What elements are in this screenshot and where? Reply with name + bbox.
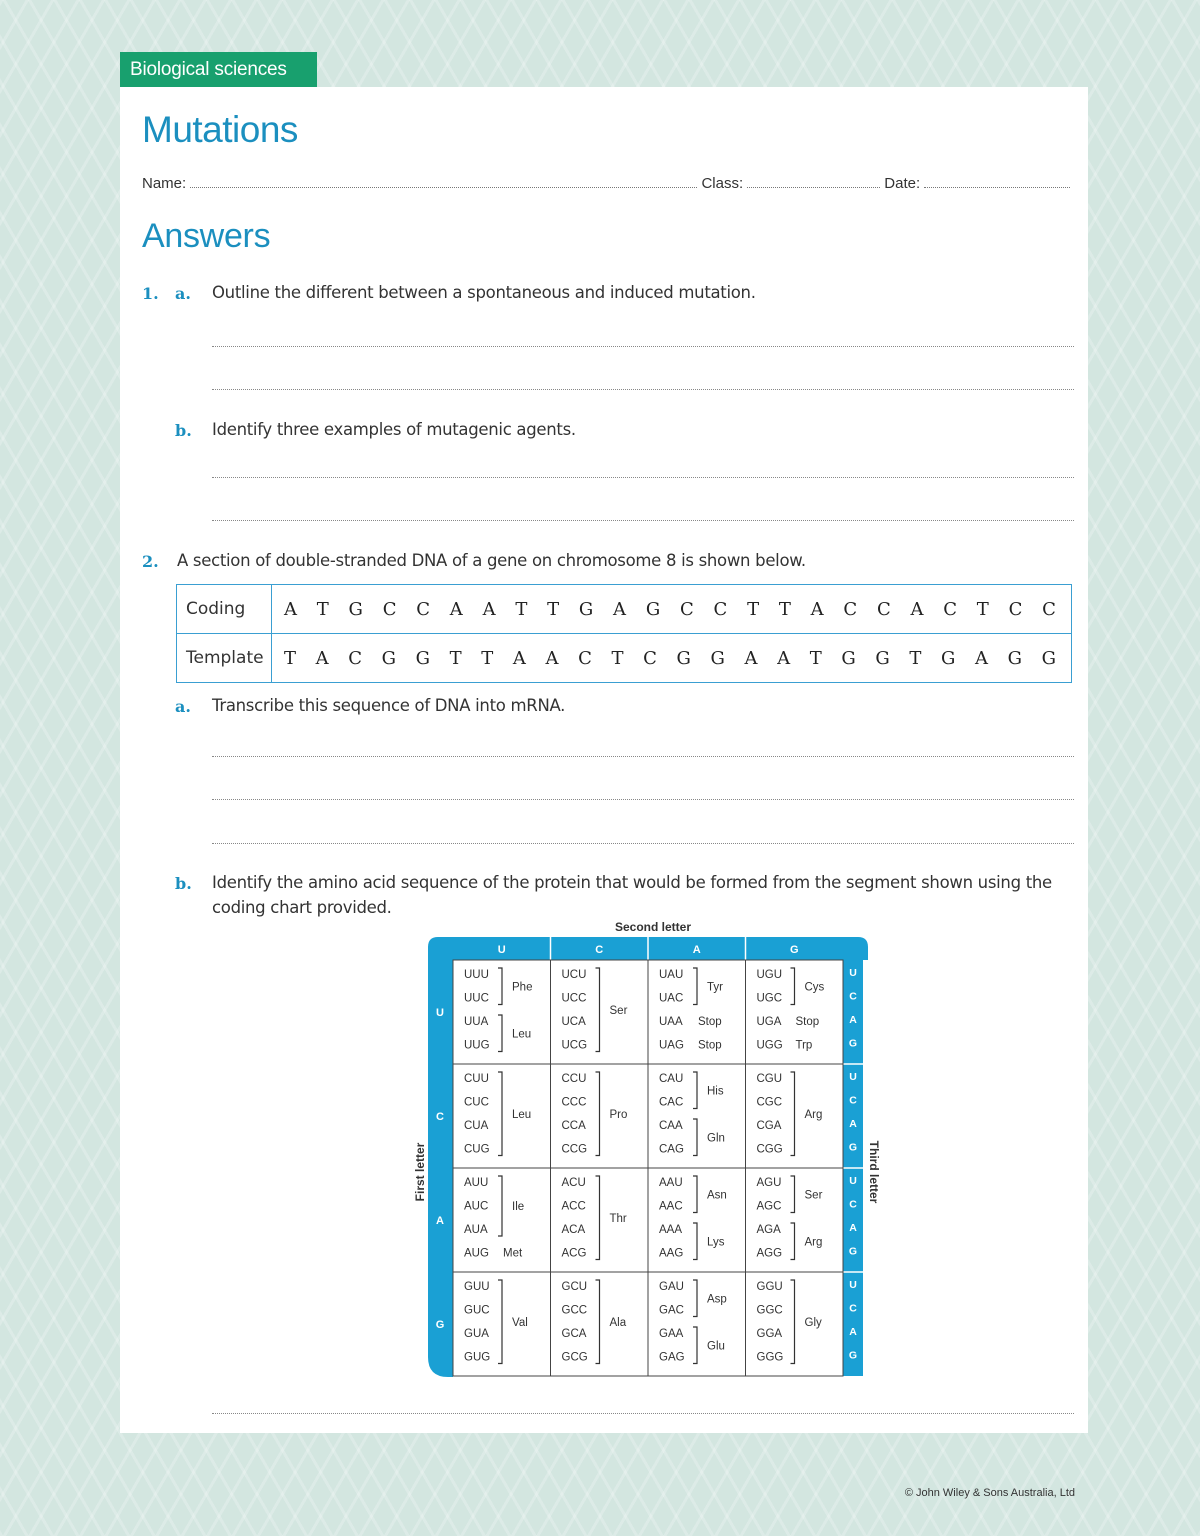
codon: ACU (561, 1177, 586, 1189)
page-title: Mutations (142, 109, 298, 150)
codon: UUC (464, 992, 489, 1005)
third-letter-c: C (849, 1302, 857, 1315)
codon: ACA (561, 1224, 586, 1236)
coding-base: T (547, 598, 560, 620)
codon-bracket (693, 1223, 697, 1260)
template-base: A (512, 647, 526, 669)
template-base: T (809, 647, 822, 669)
codon: UUG (464, 1039, 490, 1052)
codon: ACG (561, 1247, 587, 1260)
answer-line[interactable] (212, 477, 1074, 478)
codon-bracket (693, 968, 697, 1005)
coding-base: T (976, 598, 989, 620)
codon: GAG (659, 1351, 685, 1364)
codon-chart (408, 917, 881, 1379)
codon: CGU (756, 1073, 783, 1085)
codon: AGC (756, 1200, 782, 1213)
codon: GAC (659, 1304, 684, 1317)
codon-bracket (693, 1280, 697, 1317)
coding-base: G (645, 598, 661, 620)
codon: GCG (561, 1351, 588, 1364)
codon: UGC (756, 992, 783, 1005)
codon: CCC (561, 1096, 587, 1109)
question-1b-label: b. (175, 421, 192, 440)
amino-acid-label: Phe (512, 981, 533, 994)
coding-base: A (910, 598, 924, 620)
template-strand-bases (284, 648, 1056, 669)
second-letter-c: C (595, 944, 604, 956)
codon-bracket (498, 1072, 502, 1156)
first-letter-c: C (436, 1111, 444, 1123)
codon: AGG (756, 1247, 783, 1260)
codon-bracket (596, 1176, 600, 1260)
template-base: T (449, 647, 462, 669)
amino-acid-label: Lys (707, 1236, 725, 1249)
third-letter-a: A (849, 1014, 857, 1026)
amino-acid-label: Ile (512, 1201, 525, 1213)
subject-tab: Biological sciences (120, 52, 317, 87)
codon: UCU (561, 969, 587, 981)
coding-base: A (613, 598, 627, 620)
codon: GGG (756, 1351, 784, 1364)
first-letter-bar (428, 960, 453, 1377)
codon: UCA (561, 1016, 586, 1028)
codon: UGU (756, 969, 783, 981)
template-base: C (348, 647, 363, 669)
date-label: Date: (884, 175, 921, 192)
amino-acid-label: His (707, 1085, 724, 1098)
codon: AUC (464, 1200, 489, 1213)
codon: CAG (659, 1143, 684, 1156)
amino-acid-label: Ser (609, 1004, 628, 1017)
class-label: Class: (701, 175, 744, 192)
codon-bracket (791, 1280, 795, 1364)
third-letter-u: U (849, 1279, 857, 1291)
question-2-number: 2. (142, 552, 159, 571)
third-letter-u: U (849, 1175, 857, 1187)
coding-base: C (679, 598, 694, 620)
codon: GGA (756, 1328, 783, 1340)
template-base: G (710, 647, 725, 669)
coding-base: G (578, 598, 594, 620)
template-base: G (875, 647, 890, 669)
codon: UAG (659, 1039, 684, 1052)
amino-acid-label: Ala (609, 1316, 627, 1329)
coding-strand-row (177, 585, 1072, 634)
codon: CCU (561, 1073, 587, 1085)
coding-base: C (1008, 598, 1023, 620)
class-field[interactable] (747, 173, 880, 188)
codon: UCC (561, 992, 587, 1005)
codon: CGA (756, 1120, 782, 1132)
amino-acid-label: Gln (707, 1132, 725, 1145)
amino-acid-label: Trp (795, 1039, 813, 1052)
answers-heading: Answers (142, 217, 271, 255)
answer-line[interactable] (212, 1413, 1074, 1414)
codon: GUC (464, 1304, 490, 1317)
codon: GCU (561, 1281, 588, 1293)
third-letter-title: Third letter (867, 1140, 881, 1204)
coding-base: C (713, 598, 728, 620)
codon-bracket (791, 1223, 795, 1260)
answer-line[interactable] (212, 843, 1074, 844)
amino-acid-label: Ser (804, 1189, 823, 1202)
student-details-row (142, 173, 1074, 192)
answer-line[interactable] (212, 520, 1074, 521)
coding-base: C (1042, 598, 1056, 620)
template-base: T (284, 647, 297, 669)
amino-acid-label: Arg (804, 1108, 823, 1121)
amino-acid-label: Arg (804, 1236, 823, 1249)
codon: AAA (659, 1224, 683, 1236)
answer-line[interactable] (212, 389, 1074, 390)
question-2b-text-line-1: Identify the amino acid sequence of the protein that would be formed from the segment shown using the (212, 873, 1052, 892)
amino-acid-label: Asn (707, 1189, 727, 1202)
template-base: A (744, 647, 758, 669)
amino-acid-label: Leu (512, 1108, 532, 1121)
question-1-number: 1. (142, 284, 159, 303)
third-letter-u: U (849, 1071, 857, 1083)
template-base: G (940, 647, 956, 669)
question-1b-text: Identify three examples of mutagenic agents. (212, 420, 576, 439)
codon: GGC (756, 1304, 783, 1317)
amino-acid-label: Tyr (707, 981, 723, 994)
codon: CCA (561, 1120, 586, 1132)
coding-strand-label: Coding (177, 585, 272, 634)
codon: AAU (659, 1177, 683, 1189)
question-1a-text: Outline the different between a spontaneous and induced mutation. (212, 283, 756, 302)
template-base: G (381, 647, 397, 669)
question-2-text: A section of double-stranded DNA of a gene on chromosome 8 is shown below. (177, 551, 806, 570)
template-strand-label: Template (177, 634, 272, 683)
copyright-notice: © John Wiley & Sons Australia, Ltd (904, 1487, 1075, 1499)
codon-bracket (498, 968, 502, 1005)
question-2a-text: Transcribe this sequence of DNA into mRNA. (212, 696, 566, 715)
template-base: A (315, 647, 329, 669)
codon: CGG (756, 1143, 783, 1156)
codon-bracket (693, 1327, 697, 1364)
third-letter-g: G (848, 1245, 858, 1258)
codon-bracket (498, 1280, 502, 1364)
codon: CUC (464, 1096, 489, 1109)
codon: CGC (756, 1096, 783, 1109)
third-letter-c: C (849, 1198, 857, 1211)
codon-bracket (596, 1072, 600, 1156)
codon: AUG (464, 1247, 489, 1260)
codon: AUU (464, 1177, 489, 1189)
coding-base: C (943, 598, 958, 620)
coding-base: T (515, 598, 528, 620)
coding-strand-bases (284, 599, 1056, 620)
codon: UCG (561, 1039, 588, 1052)
codon-bracket (693, 1176, 697, 1213)
amino-acid-label: Asp (707, 1293, 727, 1306)
template-base: C (578, 647, 592, 669)
codon: GUG (464, 1351, 491, 1364)
amino-acid-label: Stop (795, 1016, 820, 1028)
coding-base: G (348, 598, 363, 620)
template-base: T (481, 647, 494, 669)
codon-bracket (791, 1176, 795, 1213)
amino-acid-label: Met (503, 1247, 523, 1260)
codon: CAU (659, 1073, 684, 1085)
codon: CCG (561, 1143, 588, 1156)
codon: AAG (659, 1247, 684, 1260)
coding-base: A (482, 598, 496, 620)
amino-acid-label: Leu (512, 1028, 532, 1041)
codon-bracket (693, 1072, 697, 1109)
codon: GUU (464, 1281, 490, 1293)
third-letter-u: U (849, 967, 857, 979)
coding-base: C (876, 598, 891, 620)
codon-bracket (693, 1119, 697, 1156)
coding-base: C (843, 598, 858, 620)
codon: UGG (756, 1039, 783, 1052)
amino-acid-label: Glu (707, 1340, 725, 1353)
coding-base: T (747, 598, 760, 620)
template-base: G (1041, 647, 1056, 669)
amino-acid-label: Thr (609, 1212, 627, 1225)
codon: CUU (464, 1073, 489, 1085)
amino-acid-label: Val (512, 1316, 528, 1329)
codon: CUA (464, 1120, 489, 1132)
amino-acid-label: Cys (804, 981, 825, 994)
codon: GUA (464, 1328, 489, 1340)
second-letter-title: Second letter (614, 920, 692, 934)
question-2b-label: b. (175, 874, 192, 893)
template-strand-row (177, 634, 1072, 683)
second-letter-a: A (692, 944, 701, 956)
amino-acid-label: Stop (698, 1039, 722, 1052)
template-base: G (841, 647, 856, 669)
codon: GCA (561, 1328, 587, 1340)
codon: GAU (659, 1281, 684, 1293)
third-letter-a: A (849, 1118, 857, 1130)
name-label: Name: (142, 175, 187, 192)
coding-base: T (316, 598, 329, 620)
third-letter-g: G (848, 1037, 858, 1050)
coding-base: T (778, 598, 791, 620)
answer-line[interactable] (212, 756, 1074, 757)
third-letter-c: C (849, 1094, 857, 1107)
codon-bracket (791, 1072, 795, 1156)
template-base: A (777, 647, 791, 669)
first-letter-a: A (436, 1215, 444, 1227)
name-field[interactable] (190, 173, 697, 188)
first-letter-title: First letter (413, 1142, 427, 1202)
first-letter-g: G (435, 1319, 445, 1331)
template-base: G (415, 647, 431, 669)
coding-base: A (284, 598, 297, 620)
coding-base: A (449, 598, 463, 620)
codon: UUA (464, 1016, 489, 1028)
codon-bracket (596, 968, 600, 1052)
first-letter-u: U (436, 1007, 444, 1019)
template-base: A (974, 647, 988, 669)
third-letter-g: G (848, 1349, 858, 1362)
amino-acid-label: Gly (804, 1316, 822, 1329)
codon: UGA (756, 1016, 782, 1028)
second-letter-u: U (497, 944, 506, 956)
template-base: G (1007, 647, 1022, 669)
codon: ACC (561, 1200, 586, 1213)
template-base: T (909, 647, 922, 669)
second-letter-g: G (789, 944, 799, 956)
question-2a-label: a. (175, 697, 191, 716)
third-letter-g: G (848, 1141, 858, 1154)
dna-sequence-table (176, 584, 1072, 683)
amino-acid-label: Pro (609, 1108, 628, 1121)
template-base: G (676, 647, 691, 669)
third-letter-a: A (849, 1222, 857, 1234)
amino-acid-label: Stop (698, 1016, 722, 1028)
third-letter-c: C (849, 990, 857, 1003)
worksheet-page (120, 87, 1088, 1433)
question-2b-text-line-2: coding chart provided. (212, 898, 392, 917)
codon: AGA (756, 1224, 781, 1236)
template-base: C (643, 647, 657, 669)
coding-base: C (416, 598, 431, 620)
answer-line[interactable] (212, 346, 1074, 347)
codon-bracket (498, 1176, 502, 1236)
codon-bracket (596, 1280, 600, 1364)
codon-bracket (791, 968, 795, 1005)
codon: UUU (464, 969, 489, 981)
codon: CAA (659, 1120, 683, 1132)
coding-base: C (382, 598, 397, 620)
question-1a-label: a. (175, 284, 191, 303)
codon: AGU (756, 1177, 782, 1189)
codon: UAC (659, 992, 684, 1005)
codon: CUG (464, 1143, 490, 1156)
codon: UAA (659, 1016, 683, 1028)
template-base: T (611, 647, 624, 669)
codon: GGU (756, 1281, 783, 1293)
codon: GCC (561, 1304, 588, 1317)
codon-bracket (498, 1015, 502, 1052)
codon: AUA (464, 1224, 488, 1236)
answer-line[interactable] (212, 799, 1074, 800)
codon: UAU (659, 969, 684, 981)
codon: AAC (659, 1200, 683, 1213)
codon: GAA (659, 1328, 684, 1340)
third-letter-a: A (849, 1326, 857, 1338)
template-base: A (545, 647, 559, 669)
codon: CAC (659, 1096, 684, 1109)
coding-base: A (810, 598, 824, 620)
date-field[interactable] (924, 173, 1070, 188)
